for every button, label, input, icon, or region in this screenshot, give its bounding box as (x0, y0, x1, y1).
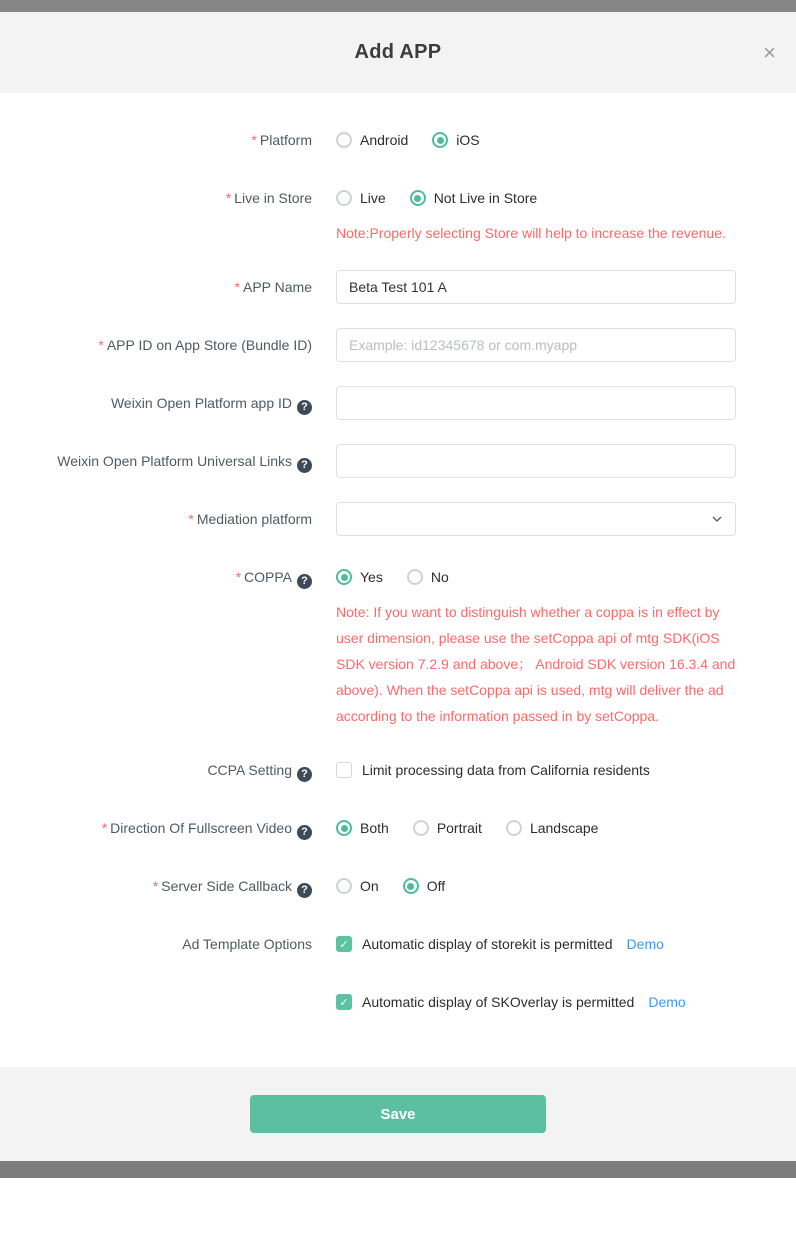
ad-template-options-label-text: Ad Template Options (182, 936, 312, 952)
form-row-weixin-universal-links (20, 444, 756, 478)
skoverlay-checkbox-option[interactable] (336, 994, 634, 1010)
ad-template-options-label (20, 927, 312, 953)
ccpa-label (20, 753, 312, 782)
mediation-platform-select[interactable] (336, 502, 736, 536)
chevron-down-icon (711, 513, 723, 525)
radio-selected-icon (432, 132, 448, 148)
skoverlay-demo-link[interactable]: Demo (648, 994, 686, 1010)
radio-selected-icon (410, 190, 426, 206)
radio-label: Off (426, 878, 446, 894)
radio-selected-icon (403, 878, 419, 894)
storekit-checkbox-option[interactable] (336, 936, 613, 952)
radio-label: iOS (456, 132, 480, 148)
required-mark: * (98, 337, 104, 353)
radio-platform-android[interactable] (336, 132, 408, 148)
checkbox-label: Automatic display of SKOverlay is permitted (362, 994, 635, 1010)
radio-direction-landscape[interactable] (506, 820, 599, 836)
platform-label (20, 123, 312, 149)
ccpa-checkbox-option[interactable] (336, 762, 650, 778)
storekit-demo-link[interactable]: Demo (626, 936, 664, 952)
help-icon[interactable]: ? (297, 767, 312, 782)
app-name-label-text: APP Name (243, 279, 312, 295)
live-in-store-label (20, 181, 312, 207)
app-name-label (20, 270, 312, 296)
background-strip-bottom (0, 1161, 796, 1178)
form-row-platform (20, 123, 756, 157)
radio-label: Android (360, 132, 409, 148)
help-icon[interactable]: ? (297, 458, 312, 473)
weixin-universal-links-input[interactable] (336, 444, 736, 478)
mediation-platform-label (20, 502, 312, 528)
form-row-weixin-app-id (20, 386, 756, 420)
modal-footer (0, 1067, 796, 1161)
help-icon[interactable]: ? (297, 400, 312, 415)
radio-live[interactable] (336, 190, 386, 206)
weixin-app-id-label-text: Weixin Open Platform app ID (110, 395, 292, 411)
help-icon[interactable]: ? (297, 883, 312, 898)
mediation-platform-label-text: Mediation platform (196, 511, 312, 527)
form-row-coppa (20, 560, 756, 729)
modal-title: Add APP (354, 41, 442, 63)
radio-coppa-no[interactable] (407, 569, 449, 585)
modal-body (0, 93, 796, 1067)
radio-selected-icon (336, 569, 352, 585)
weixin-universal-links-label (20, 444, 312, 473)
radio-unselected-icon (336, 132, 352, 148)
radio-not-live-in-store[interactable] (410, 190, 538, 206)
radio-label: Landscape (529, 820, 599, 836)
platform-label-text: Platform (259, 132, 312, 148)
radio-direction-both[interactable] (336, 820, 389, 836)
radio-unselected-icon (506, 820, 522, 836)
radio-unselected-icon (413, 820, 429, 836)
help-icon[interactable]: ? (297, 825, 312, 840)
direction-label (20, 811, 312, 840)
modal-header (0, 12, 796, 93)
radio-selected-icon (336, 820, 352, 836)
radio-label: On (360, 878, 379, 894)
coppa-label (20, 560, 312, 589)
radio-unselected-icon (336, 190, 352, 206)
save-button[interactable]: Save (250, 1095, 546, 1133)
form-row-ccpa (20, 753, 756, 787)
direction-label-text: Direction Of Fullscreen Video (110, 820, 292, 836)
required-mark: * (225, 190, 232, 206)
background-strip-top (0, 0, 796, 12)
radio-label: Not Live in Store (433, 190, 538, 206)
app-id-input[interactable] (336, 328, 736, 362)
coppa-label-text: COPPA (244, 569, 292, 585)
radio-label: Yes (360, 569, 383, 585)
radio-direction-portrait[interactable] (413, 820, 482, 836)
app-id-label (20, 328, 312, 354)
required-mark: * (234, 279, 240, 295)
required-mark: * (188, 511, 194, 527)
form-row-live-in-store (20, 181, 756, 246)
checkbox-checked-icon[interactable]: ✓ (336, 994, 352, 1010)
app-id-label-text: APP ID on App Store (Bundle ID) (106, 337, 312, 353)
form-row-app-id (20, 328, 756, 362)
radio-label: Live (360, 190, 386, 206)
coppa-note: Note: If you want to distinguish whether a coppa is in effect by user dimension, please use the setCoppa api of mtg SDK(iOS SDK version 7.2.9 and above； Android SDK version 16.3.4 and above). When the setCoppa api is used, mtg will deliver the ad according to the information passed in by setCoppa. (336, 604, 736, 724)
radio-label: Portrait (436, 820, 482, 836)
required-mark: * (152, 878, 159, 894)
radio-callback-on[interactable] (336, 878, 379, 894)
live-in-store-note: Note:Properly selecting Store will help to increase the revenue. (336, 225, 726, 241)
radio-unselected-icon (407, 569, 423, 585)
checkbox-unchecked-icon[interactable] (336, 762, 352, 778)
ccpa-label-text: CCPA Setting (207, 762, 292, 778)
server-side-callback-label (20, 869, 312, 898)
form-row-app-name (20, 270, 756, 304)
radio-unselected-icon (336, 878, 352, 894)
form-row-direction (20, 811, 756, 845)
form-row-server-side-callback (20, 869, 756, 903)
app-name-input[interactable] (336, 270, 736, 304)
required-mark: * (101, 820, 108, 836)
checkbox-checked-icon[interactable]: ✓ (336, 936, 352, 952)
weixin-universal-links-label-text: Weixin Open Platform Universal Links (57, 453, 292, 469)
empty-label-spacer (20, 985, 312, 993)
server-side-callback-label-text: Server Side Callback (161, 878, 292, 894)
radio-callback-off[interactable] (403, 878, 445, 894)
form-row-ad-template-skoverlay (20, 985, 756, 1019)
live-in-store-label-text: Live in Store (234, 190, 312, 206)
radio-platform-ios[interactable] (432, 132, 479, 148)
checkbox-label: Automatic display of storekit is permitted (362, 936, 613, 952)
weixin-app-id-label (20, 386, 312, 415)
close-icon[interactable]: × (763, 40, 776, 65)
required-mark: * (251, 132, 257, 148)
required-mark: * (235, 569, 242, 585)
radio-label: No (430, 569, 449, 585)
form-row-ad-template-storekit (20, 927, 756, 961)
radio-label: Both (360, 820, 389, 836)
checkbox-label: Limit processing data from California residents (362, 762, 650, 778)
form-row-mediation-platform (20, 502, 756, 536)
radio-coppa-yes[interactable] (336, 569, 383, 585)
weixin-app-id-input[interactable] (336, 386, 736, 420)
help-icon[interactable]: ? (297, 574, 312, 589)
